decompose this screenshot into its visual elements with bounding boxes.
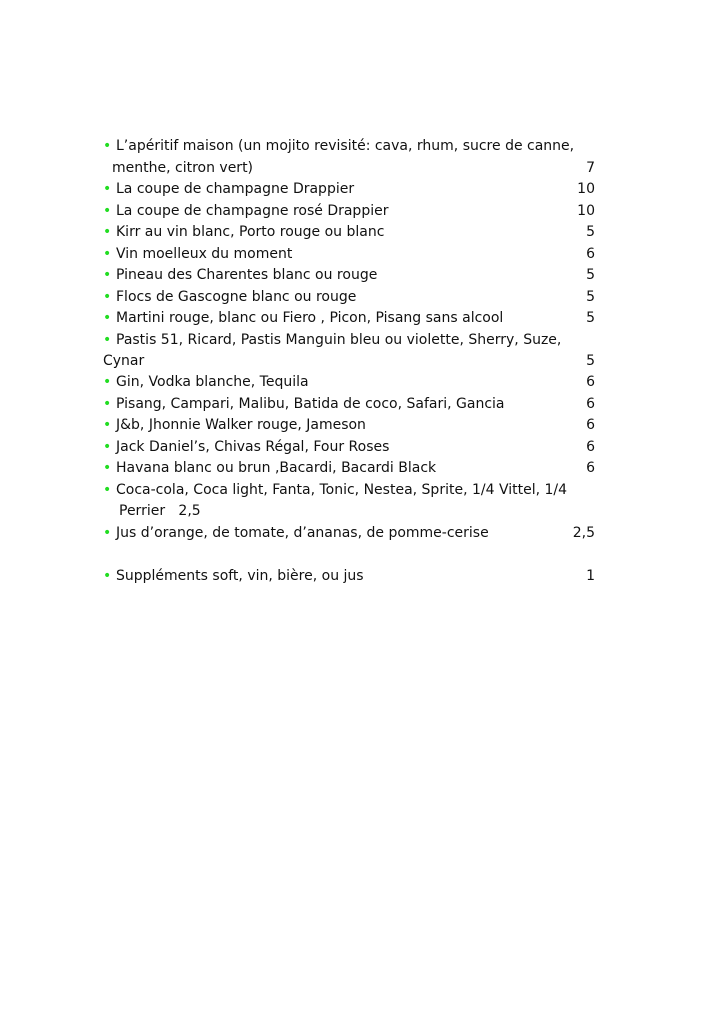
item-price: 7 (586, 160, 595, 176)
item-price: 5 (586, 267, 595, 283)
item-text: Vin moelleux du moment (116, 246, 293, 262)
menu-item (0, 265, 724, 286)
item-text: Suppléments soft, vin, bière, ou jus (116, 568, 364, 584)
menu-item (0, 222, 724, 243)
item-price: 6 (586, 417, 595, 433)
item-text: La coupe de champagne Drappier (116, 181, 355, 197)
item-text: Martini rouge, blanc ou Fiero , Picon, Pisang sans alcool (116, 310, 504, 326)
item-price: 5 (586, 310, 595, 326)
item-text: Gin, Vodka blanche, Tequila (116, 374, 309, 390)
bullet-icon: • (103, 525, 112, 541)
item-text: Pisang, Campari, Malibu, Batida de coco, Safari, Gancia (116, 396, 505, 412)
item-text: Jack Daniel’s, Chivas Régal, Four Roses (116, 439, 390, 455)
item-text: Flocs de Gascogne blanc ou rouge (116, 289, 357, 305)
menu-item-continuation (0, 351, 724, 372)
item-price: 6 (586, 374, 595, 390)
menu-item (0, 179, 724, 200)
item-text: L’apéritif maison (un mojito revisité: cava, rhum, sucre de canne, (116, 138, 575, 154)
bullet-icon: • (103, 482, 112, 498)
menu-item (0, 566, 724, 587)
menu-item (0, 372, 724, 393)
item-text: La coupe de champagne rosé Drappier (116, 203, 389, 219)
item-price: 2,5 (572, 525, 595, 541)
item-price: 6 (586, 460, 595, 476)
bullet-icon: • (103, 374, 112, 390)
bullet-icon: • (103, 310, 112, 326)
item-text: Kirr au vin blanc, Porto rouge ou blanc (116, 224, 385, 240)
item-text: Coca-cola, Coca light, Fanta, Tonic, Nestea, Sprite, 1/4 Vittel, 1/4 (116, 482, 568, 498)
menu-item (0, 308, 724, 329)
menu-item (0, 437, 724, 458)
item-price: 10 (577, 203, 595, 219)
menu-item (0, 244, 724, 265)
bullet-icon: • (103, 289, 112, 305)
menu-item (0, 136, 724, 157)
bullet-icon: • (103, 332, 112, 348)
item-text: Havana blanc ou brun ,Bacardi, Bacardi Black (116, 460, 437, 476)
item-price: 6 (586, 396, 595, 412)
item-text: Cynar (103, 353, 145, 369)
item-text: menthe, citron vert) (112, 160, 254, 176)
menu-item (0, 480, 724, 501)
item-price: 6 (586, 439, 595, 455)
bullet-icon: • (103, 267, 112, 283)
bullet-icon: • (103, 460, 112, 476)
bullet-icon: • (103, 224, 112, 240)
item-text: Jus d’orange, de tomate, d’ananas, de pomme-cerise (116, 525, 489, 541)
item-price: 5 (586, 224, 595, 240)
bullet-icon: • (103, 181, 112, 197)
item-text: Pineau des Charentes blanc ou rouge (116, 267, 378, 283)
bullet-icon: • (103, 396, 112, 412)
bullet-icon: • (103, 439, 112, 455)
bullet-icon: • (103, 138, 112, 154)
menu-item (0, 523, 724, 544)
bullet-icon: • (103, 568, 112, 584)
item-price: 5 (586, 289, 595, 305)
bullet-icon: • (103, 246, 112, 262)
menu-item (0, 415, 724, 436)
item-price: 5 (586, 353, 595, 369)
item-text: Pastis 51, Ricard, Pastis Manguin bleu ou violette, Sherry, Suze, (116, 332, 562, 348)
item-text: Perrier 2,5 (119, 503, 201, 519)
menu-item-continuation (0, 501, 724, 522)
item-price: 6 (586, 246, 595, 262)
item-price: 10 (577, 181, 595, 197)
menu-item (0, 458, 724, 479)
bullet-icon: • (103, 417, 112, 433)
menu-item (0, 287, 724, 308)
item-text: J&b, Jhonnie Walker rouge, Jameson (116, 417, 366, 433)
menu-item (0, 201, 724, 222)
bullet-icon: • (103, 203, 112, 219)
item-price: 1 (586, 568, 595, 584)
menu-item (0, 394, 724, 415)
menu-item (0, 330, 724, 351)
menu-item-continuation (0, 158, 724, 179)
